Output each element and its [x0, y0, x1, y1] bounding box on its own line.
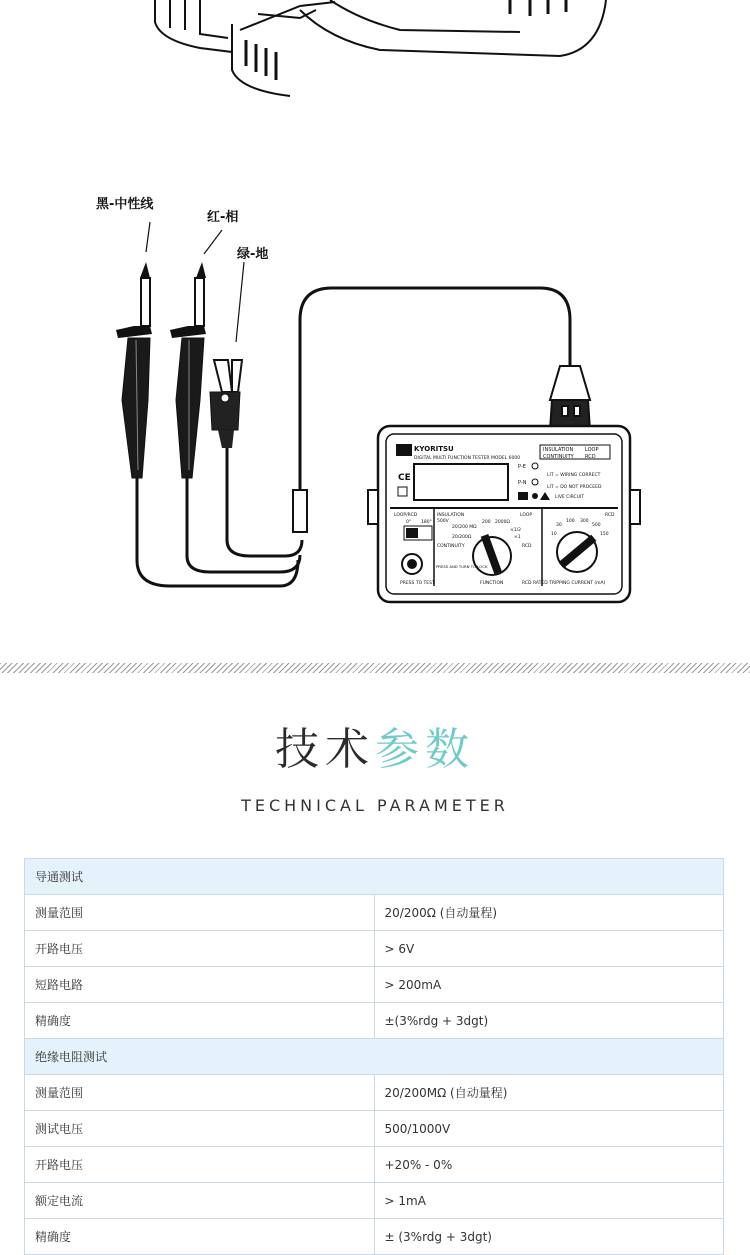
param-value: +20% - 0%: [374, 1147, 724, 1183]
svg-text:180°: 180°: [421, 520, 432, 525]
label-black-neutral: 黑-中性线: [96, 197, 154, 212]
table-row: [25, 967, 724, 1003]
svg-text:×1: ×1: [514, 535, 521, 540]
svg-text:LOOP/RCD: LOOP/RCD: [394, 513, 418, 518]
svg-text:CE: CE: [398, 473, 411, 483]
param-name: 测量范围: [25, 1075, 375, 1111]
table-group-row: [25, 1039, 724, 1075]
svg-text:20/200 MΩ: 20/200 MΩ: [452, 525, 477, 530]
param-value: > 200mA: [374, 967, 724, 1003]
red-probe: [170, 262, 206, 478]
svg-text:500: 500: [592, 523, 601, 528]
svg-text:LIT = DO NOT PROCEED: LIT = DO NOT PROCEED: [547, 485, 602, 490]
svg-text:200: 200: [482, 520, 491, 525]
svg-text:P-E: P-E: [518, 464, 526, 470]
svg-text:LOOP: LOOP: [520, 513, 533, 518]
svg-text:LIT = WIRING CORRECT: LIT = WIRING CORRECT: [547, 473, 601, 478]
green-clip: [210, 360, 242, 448]
svg-text:500V: 500V: [437, 519, 449, 524]
table-row: [25, 1075, 724, 1111]
label-green-earth: 绿-地: [237, 247, 269, 262]
svg-text:LIVE CIRCUIT: LIVE CIRCUIT: [555, 495, 585, 500]
svg-text:100: 100: [566, 519, 575, 524]
lead-connector: [550, 366, 590, 430]
svg-text:INSULATION: INSULATION: [437, 513, 465, 518]
section-title-part2: 参数: [375, 724, 475, 775]
tester-model: DIGITAL MULTI FUNCTION TESTER MODEL 6000: [414, 456, 521, 461]
svg-text:PRESS AND TURN TO LOCK: PRESS AND TURN TO LOCK: [436, 564, 488, 569]
param-value: ± (3%rdg + 3dgt): [374, 1219, 724, 1255]
svg-text:300: 300: [580, 519, 589, 524]
black-probe: [116, 262, 152, 478]
parameter-table: [24, 858, 724, 1255]
hatched-divider: [0, 663, 750, 673]
svg-text:×1/2: ×1/2: [510, 528, 522, 533]
svg-text:30: 30: [556, 523, 562, 528]
section-subtitle: TECHNICAL PARAMETER: [241, 796, 509, 815]
multifunction-tester: [368, 426, 640, 602]
table-group-row: [25, 859, 724, 895]
svg-text:CONTINUITY: CONTINUITY: [437, 544, 465, 549]
table-row: [25, 1111, 724, 1147]
svg-text:20/200Ω: 20/200Ω: [452, 535, 472, 540]
section-title-part1: 技术: [275, 724, 375, 775]
param-name: 测量范围: [25, 895, 375, 931]
param-value: > 6V: [374, 931, 724, 967]
param-name: 开路电压: [25, 1147, 375, 1183]
svg-text:LOOP: LOOP: [585, 447, 599, 453]
svg-text:P-N: P-N: [518, 480, 527, 486]
svg-text:2000Ω: 2000Ω: [495, 520, 510, 525]
param-name: 开路电压: [25, 931, 375, 967]
section-title: [0, 718, 750, 782]
svg-text:0°: 0°: [406, 520, 412, 525]
table-row: [25, 931, 724, 967]
svg-text:PRESS TO TEST: PRESS TO TEST: [400, 581, 435, 586]
param-value: 20/200Ω (自动量程): [374, 895, 724, 931]
svg-text:RCD: RCD: [522, 544, 532, 549]
param-name: 短路电路: [25, 967, 375, 1003]
svg-text:RCD RATED TRIPPING CURRENT (mA: RCD RATED TRIPPING CURRENT (mA): [522, 581, 606, 586]
group-title: 绝缘电阻测试: [25, 1039, 724, 1075]
param-value: ±(3%rdg + 3dgt): [374, 1003, 724, 1039]
svg-text:150: 150: [600, 532, 609, 537]
tester-brand: KYORITSU: [414, 445, 454, 453]
device-bottom-illustration: [155, 0, 606, 96]
table-row: [25, 1147, 724, 1183]
param-value: > 1mA: [374, 1183, 724, 1219]
cable-joint: [293, 490, 307, 532]
svg-text:FUNCTION: FUNCTION: [480, 581, 504, 586]
param-name: 精确度: [25, 1219, 375, 1255]
svg-text:10: 10: [551, 532, 557, 537]
label-red-phase: 红-相: [207, 210, 239, 225]
svg-text:CONTINUITY: CONTINUITY: [543, 454, 574, 460]
param-name: 额定电流: [25, 1183, 375, 1219]
param-name: 精确度: [25, 1003, 375, 1039]
table-row: [25, 1003, 724, 1039]
table-row: [25, 895, 724, 931]
param-value: 20/200MΩ (自动量程): [374, 1075, 724, 1111]
svg-text:INSULATION: INSULATION: [543, 447, 574, 453]
table-row: [25, 1183, 724, 1219]
svg-text:RCD: RCD: [585, 454, 596, 460]
group-title: 导通测试: [25, 859, 724, 895]
svg-text:RCD: RCD: [605, 513, 615, 518]
param-value: 500/1000V: [374, 1111, 724, 1147]
table-row: [25, 1219, 724, 1255]
param-name: 测试电压: [25, 1111, 375, 1147]
